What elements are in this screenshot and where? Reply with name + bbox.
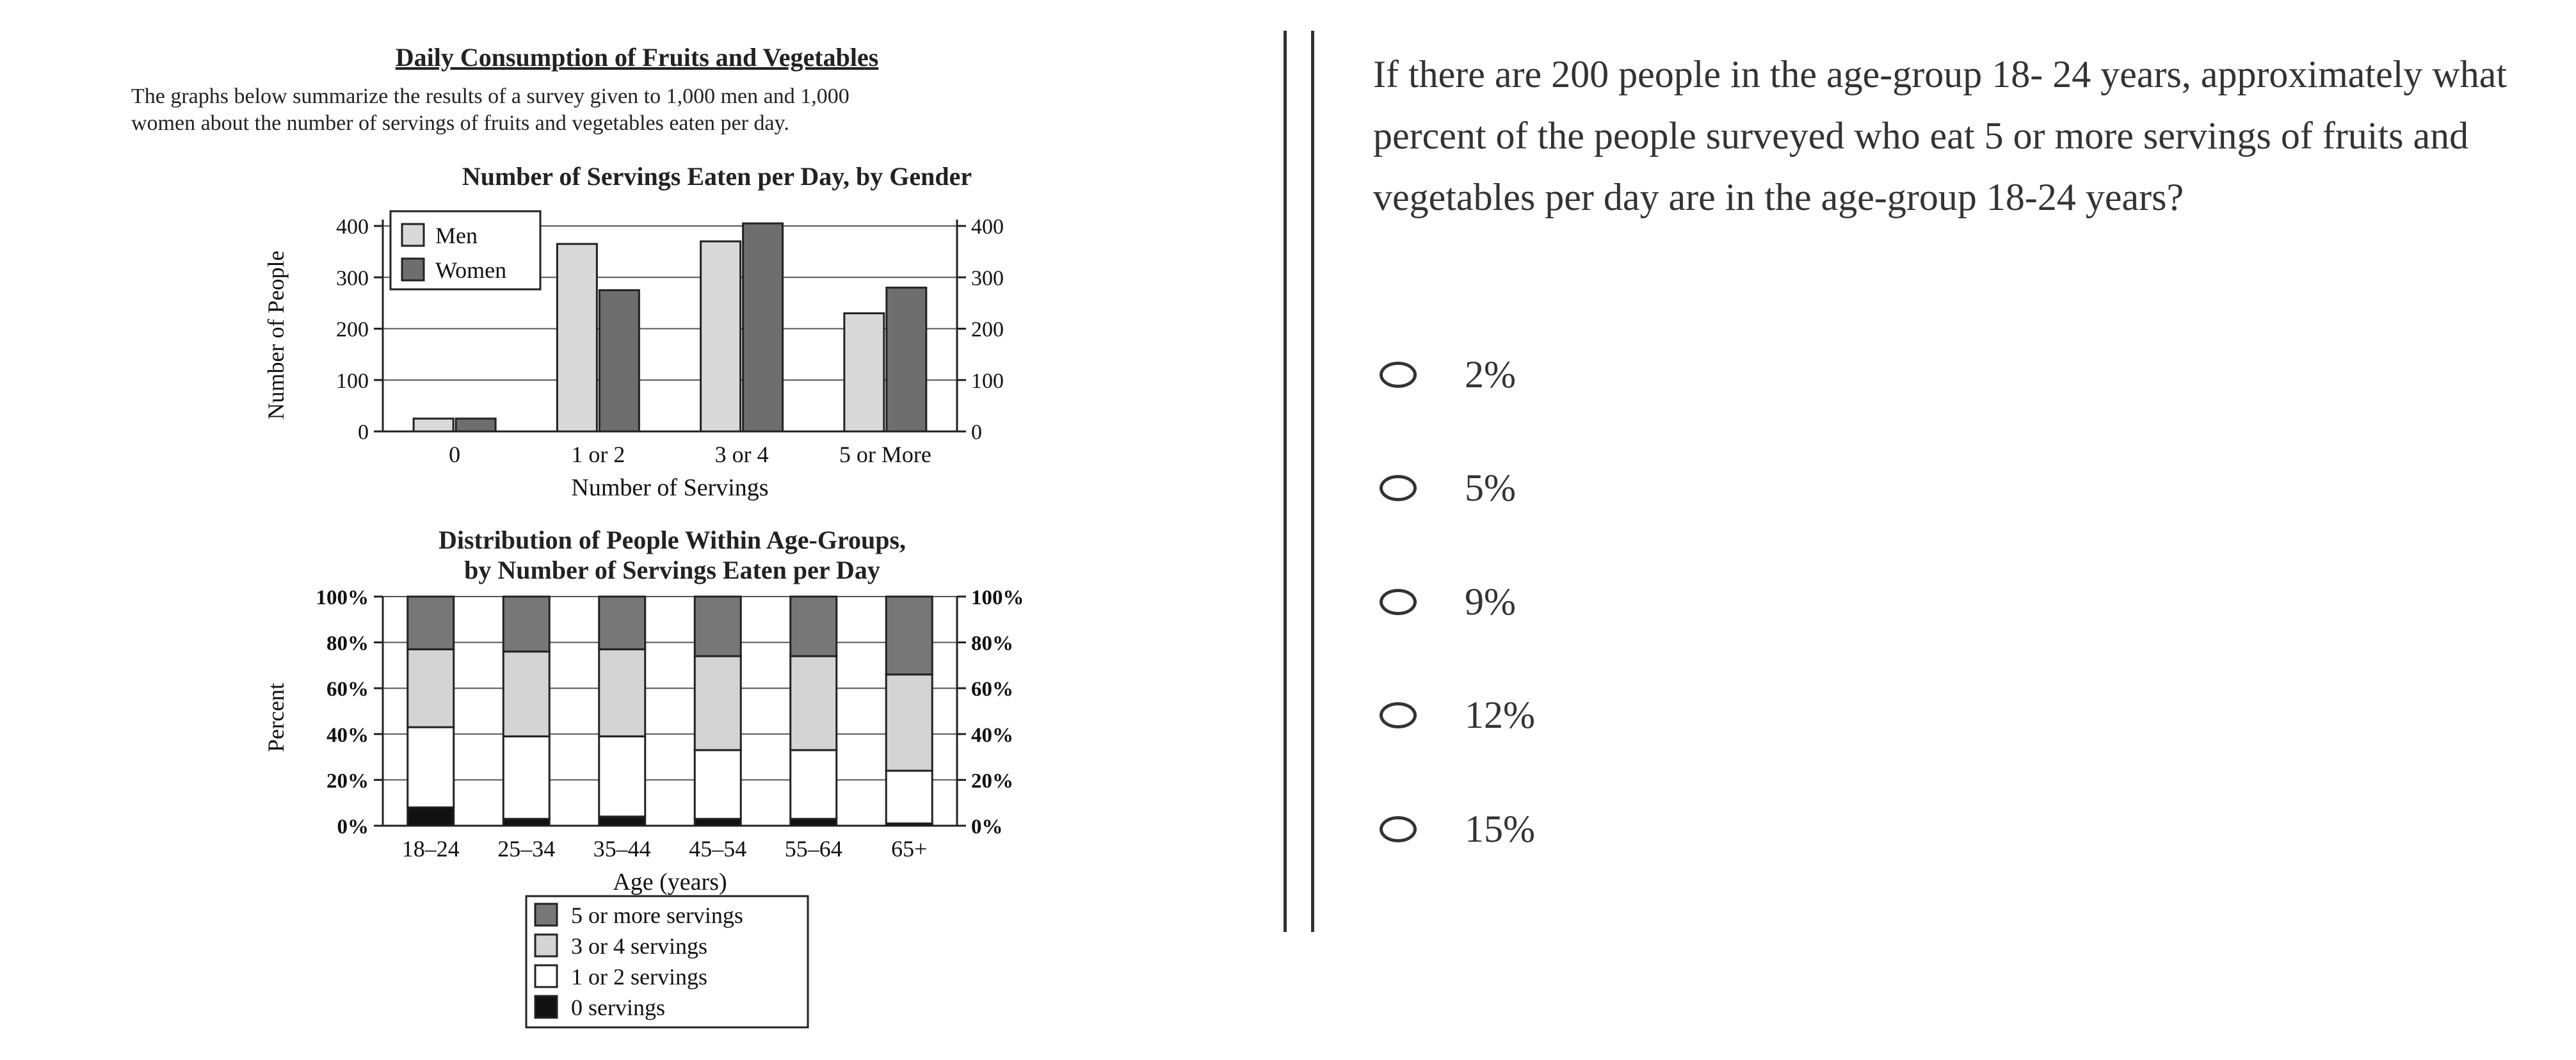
stacked-segment [503,819,549,826]
radio-icon[interactable] [1380,589,1417,615]
stacked-segment [408,727,454,807]
chart2-title-line-2: by Number of Servings Eaten per Day [464,556,880,584]
stacked-segment [886,597,932,675]
y-tick-label-right: 200 [971,317,1004,342]
stacked-segment [503,652,549,736]
choice-label: 9% [1465,580,1516,623]
stacked-segment [695,819,741,826]
y-tick-label-right: 40% [971,723,1013,747]
stacked-segment [695,597,741,656]
x-axis-label: Number of Servings [571,474,769,501]
x-axis-label: Age (years) [613,869,727,895]
divider [1311,31,1314,932]
y-tick-label-right: 400 [971,215,1004,239]
y-tick-label-right: 80% [971,632,1013,655]
y-tick-label: 0 [358,421,369,444]
stacked-segment [886,675,932,771]
stacked-segment [408,649,454,727]
x-tick-label: 25–34 [497,836,556,862]
legend-swatch [535,904,557,926]
y-tick-label: 100% [316,586,369,609]
choice-option[interactable] [1380,349,1516,400]
y-tick-label-right: 100% [971,586,1024,609]
y-tick-label-right: 60% [971,678,1013,702]
stacked-segment [599,597,645,649]
radio-icon[interactable] [1380,816,1417,842]
stacked-segment [599,736,645,816]
y-tick-label: 20% [326,769,369,793]
stacked-segment [408,807,454,826]
age-distribution-stacked-chart [0,0,1274,1060]
choice-label: 5% [1465,466,1516,509]
legend-label: 0 servings [571,995,665,1020]
x-tick-label: 5 or More [839,442,931,467]
y-tick-label: 400 [336,215,369,239]
stacked-segment [886,771,932,823]
stacked-segment [695,750,741,819]
y-tick-label: 100 [336,369,369,393]
x-tick-label: 35–44 [593,836,651,862]
y-tick-label-right: 0 [971,421,982,444]
y-axis-label: Number of People [263,250,289,420]
choice-option[interactable] [1380,462,1516,513]
divider [1284,31,1287,932]
stimulus-panel [0,0,1274,1060]
y-tick-label-right: 100 [971,369,1004,393]
x-tick-label: 45–54 [689,836,747,862]
stacked-segment [503,736,549,819]
stimulus-title: Daily Consumption of Fruits and Vegetables [395,43,879,72]
x-tick-label: 65+ [891,836,928,862]
y-tick-label: 40% [326,723,369,747]
chart1-title: Number of Servings Eaten per Day, by Gender [462,162,972,191]
radio-icon[interactable] [1380,475,1417,501]
legend-label: 1 or 2 servings [571,964,707,990]
stacked-segment [695,656,741,750]
stacked-segment [791,750,837,819]
legend-swatch [535,965,557,987]
x-tick-label: 1 or 2 [571,442,625,467]
stacked-segment [791,597,837,656]
y-tick-label-right: 0% [971,815,1003,839]
stacked-segment [791,819,837,826]
stacked-segment [408,597,454,649]
intro-line-1: The graphs below summarize the results of a survey given to 1,000 men and 1,000 [131,84,849,108]
y-tick-label-right: 300 [971,266,1004,291]
radio-icon[interactable] [1380,362,1417,388]
legend-label: Women [435,257,507,283]
x-tick-label: 18–24 [401,836,460,862]
choice-label: 15% [1465,807,1535,850]
y-tick-label: 80% [326,632,369,655]
question-panel [1373,44,2538,228]
choice-label: 2% [1465,353,1516,396]
choice-option[interactable] [1380,689,1535,741]
x-tick-label: 0 [449,442,461,467]
choice-option[interactable] [1380,576,1516,627]
stacked-segment [599,649,645,736]
legend-label: Men [435,223,478,248]
stacked-segment [503,597,549,652]
y-tick-label: 300 [336,266,369,291]
y-tick-label: 60% [326,678,369,702]
intro-line-2: women about the number of servings of fruits and vegetables eaten per day. [131,111,789,135]
y-tick-label: 0% [337,815,369,839]
legend-swatch [535,935,557,956]
legend-label: 5 or more servings [571,903,743,928]
x-tick-label: 55–64 [784,836,842,862]
chart2-title-line-1: Distribution of People Within Age-Groups, [438,526,906,554]
question-text: If there are 200 people in the age-group 18- 24 years, approximately what percent of the people surveyed who eat 5 or more servings of fruits and vegetables per day are in the age-group 18-24 years? [1373,53,2507,218]
y-tick-label: 200 [336,317,369,342]
choice-label: 12% [1465,693,1535,736]
legend-swatch [535,996,557,1018]
y-tick-label-right: 20% [971,769,1013,793]
radio-icon[interactable] [1380,702,1417,728]
stacked-segment [791,656,837,750]
y-axis-label: Percent [263,683,289,752]
x-tick-label: 3 or 4 [714,442,769,467]
legend-label: 3 or 4 servings [571,933,707,959]
choice-option[interactable] [1380,803,1535,855]
stacked-segment [599,817,645,826]
